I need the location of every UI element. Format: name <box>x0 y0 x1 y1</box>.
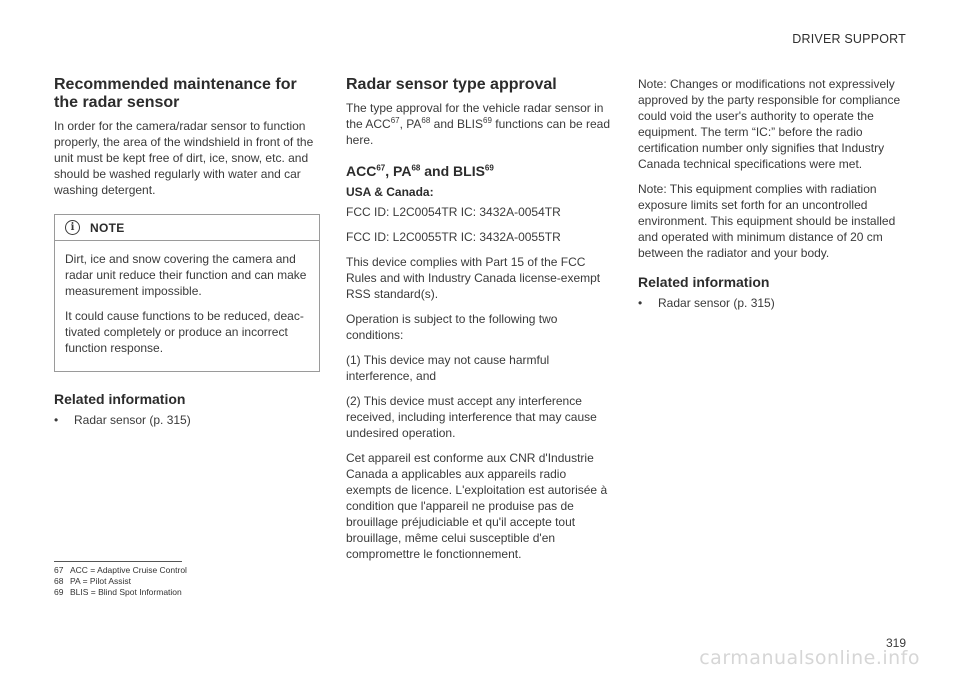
footnote-ref-69[interactable]: 69 <box>483 116 492 125</box>
footnote-divider <box>54 561 182 562</box>
intro-text-4: functions can be read here. <box>346 117 611 147</box>
column-type-approval <box>346 76 612 571</box>
sub-footnote-ref-69[interactable]: 69 <box>484 163 494 173</box>
fcc-id-2: FCC ID: L2C0055TR IC: 3432A-0055TR <box>346 230 561 244</box>
intro-text-3: and BLIS <box>430 117 484 131</box>
footnote-text: BLIS = Blind Spot Information <box>70 587 182 597</box>
note-box <box>54 214 320 372</box>
radiation-note: Note: This equipment complies with radiation exposure limits set forth for an uncontrolled environment. This equipment should be installed and operated with minimum distance of 20 cm between the radiator and your body. <box>638 182 896 260</box>
sub-text-1: ACC <box>346 163 377 179</box>
note-paragraph-1: Dirt, ice and snow covering the camera and radar unit reduce their function and can make measurement impossible. <box>65 252 307 298</box>
intro-text-1: The type approval for the vehicle radar sensor in the ACC <box>346 101 604 131</box>
footnotes <box>54 565 187 598</box>
condition-1: (1) This device may not cause harmful interference, and <box>346 353 550 383</box>
note-paragraph-2: It could cause functions to be reduced, deac-tivated completely or produce an incorrect function response. <box>65 309 304 355</box>
footnote-text: PA = Pilot Assist <box>70 576 132 586</box>
footnote-number: 68 <box>54 576 64 586</box>
footnote-number: 69 <box>54 587 64 597</box>
maintenance-body: In order for the camera/radar sensor to function properly, the area of the windshield in front of the unit must be kept free of dirt, ice, snow, etc. and should be washed regularly with water and car washing detergent. <box>54 119 314 197</box>
page-number: 319 <box>885 636 906 650</box>
bullet-icon: • <box>638 296 643 310</box>
changes-note: Note: Changes or modifications not expressively approved by the party responsible for compliance could void the user's authority to operate the equipment. The term “IC:” before the radio certification number only signifies that Industry Canada technical specifications were met. <box>638 77 901 171</box>
footnote-68 <box>54 576 187 587</box>
column-maintenance <box>54 76 320 428</box>
bullet-icon: • <box>54 413 59 427</box>
footnote-number: 67 <box>54 565 64 575</box>
region-label: USA & Canada: <box>346 185 434 199</box>
info-icon: i <box>65 220 80 235</box>
footnote-text: ACC = Adaptive Cruise Control <box>70 565 187 575</box>
footnote-ref-68[interactable]: 68 <box>421 116 431 125</box>
related-info-heading: Related information <box>54 391 186 407</box>
sub-text-3: and BLIS <box>420 163 485 179</box>
related-link-2[interactable]: Radar sensor (p. 315) <box>658 296 775 310</box>
related-info-list <box>54 412 320 428</box>
operation-text: Operation is subject to the following two conditions: <box>346 312 558 342</box>
french-compliance-text: Cet appareil est conforme aux CNR d'Industrie Canada a applicables aux appareils radio exempts de licence. L'exploitation est autorisée à condition que l'appareil ne produise pas de brouillage préjudiciable et qu'il accepte tout brouillage, même celui susceptible d'en compromettre le fonctionnement. <box>346 451 608 561</box>
fcc-id-1: FCC ID: L2C0054TR IC: 3432A-0054TR <box>346 205 561 219</box>
functions-subheading <box>346 162 612 180</box>
watermark: carmanualsonline.info <box>699 647 920 669</box>
related-info-item[interactable] <box>54 412 320 428</box>
footnote-67 <box>54 565 187 576</box>
related-link[interactable]: Radar sensor (p. 315) <box>74 413 191 427</box>
type-approval-intro <box>346 100 612 148</box>
compliance-text: This device complies with Part 15 of the FCC Rules and with Industry Canada license-exempt RSS standard(s). <box>346 255 601 301</box>
related-info-item-2[interactable] <box>638 295 906 311</box>
related-info-list-2 <box>638 295 906 311</box>
footnote-ref-67[interactable]: 67 <box>390 116 400 125</box>
running-header: DRIVER SUPPORT <box>792 32 906 46</box>
note-header <box>55 215 319 241</box>
column-notes <box>638 76 906 311</box>
footnote-69 <box>54 587 187 598</box>
maintenance-heading: Recommended maintenance for the radar sensor <box>54 76 297 111</box>
related-info-heading-2: Related information <box>638 274 770 290</box>
condition-2: (2) This device must accept any interference received, including interference that may cause undesired operation. <box>346 394 597 440</box>
type-approval-heading: Radar sensor type approval <box>346 76 557 93</box>
note-label: NOTE <box>90 220 125 235</box>
intro-text-2: , PA <box>399 117 422 131</box>
sub-text-2: , PA <box>385 163 412 179</box>
sub-footnote-ref-68[interactable]: 68 <box>411 163 421 173</box>
sub-footnote-ref-67[interactable]: 67 <box>376 163 386 173</box>
